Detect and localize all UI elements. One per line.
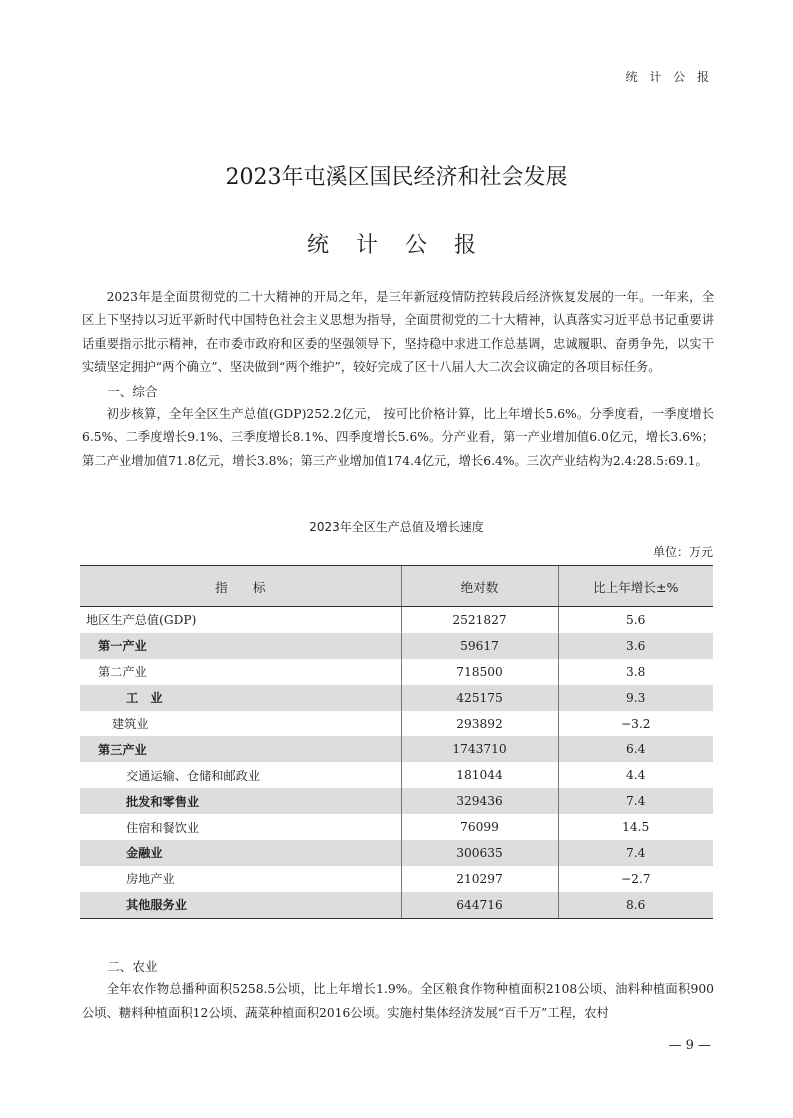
gdp-table	[80, 565, 713, 919]
row-label: 批发和零售业	[80, 788, 401, 814]
row-growth: 9.3	[558, 685, 713, 711]
table-row	[80, 788, 713, 814]
table-row	[80, 736, 713, 762]
table-row	[80, 866, 713, 892]
general-paragraph: 初步核算，全年全区生产总值(GDP)252.2亿元， 按可比价格计算，比上年增长5.6%。分季度看，一季度增长6.5%、二季度增长9.1%、三季度增长8.1%、四季度增长5.6%。分产业看，第一产业增加值6.0亿元，增长3.6%；第二产业增加值71.8亿元，增长3.8%；第三产业增加值174.4亿元，增长6.4%。三次产业结构为2.4:28.5:69.1。	[82, 407, 714, 468]
row-value: 1743710	[401, 736, 558, 762]
row-growth: 4.4	[558, 762, 713, 788]
row-value: 181044	[401, 762, 558, 788]
row-value: 425175	[401, 685, 558, 711]
document-subtitle: 统 计 公 报	[307, 233, 486, 258]
row-value: 76099	[401, 814, 558, 840]
row-label: 建筑业	[112, 717, 149, 731]
column-header-indicator: 指 标	[80, 566, 401, 607]
row-value: 644716	[401, 892, 558, 918]
column-header-growth: 比上年增长±%	[558, 566, 713, 607]
agriculture-section	[82, 955, 714, 1025]
row-value: 2521827	[401, 607, 558, 633]
row-growth: 7.4	[558, 788, 713, 814]
intro-paragraph: 2023年是全面贯彻党的二十大精神的开局之年，是三年新冠疫情防控转段后经济恢复发展的一年。一年来，全区上下坚持以习近平新时代中国特色社会主义思想为指导，全面贯彻党的二十大精神，认真落实习近平总书记重要讲话重要指示批示精神，在市委市政府和区委的坚强领导下，坚持稳中求进工作总基调，忠诚履职、奋勇争先，以实干实绩坚定拥护“两个确立”、坚决做到“两个维护”，较好完成了区十八届人大二次会议确定的各项目标任务。	[82, 290, 714, 375]
row-value: 210297	[401, 866, 558, 892]
row-label: 地区生产总值(GDP)	[86, 613, 197, 628]
row-growth: 6.4	[558, 736, 713, 762]
table-header-row	[80, 566, 713, 607]
row-label: 其他服务业	[80, 892, 401, 918]
table-row	[80, 814, 713, 840]
table-row	[80, 607, 713, 633]
agriculture-paragraph: 全年农作物总播种面积5258.5公顷，比上年增长1.9%。全区粮食作物种植面积2108公顷、油料种植面积900公顷、糖料种植面积12公顷、蔬菜种植面积2016公顷。实施村集体经济发展“百千万”工程，农村	[82, 982, 714, 1020]
row-label: 第一产业	[80, 633, 401, 659]
row-growth: −2.7	[558, 866, 713, 892]
row-label: 住宿和餐饮业	[126, 820, 200, 835]
table-row	[80, 659, 713, 685]
section-heading-agriculture: 二、农业	[107, 959, 158, 974]
document-title: 2023年屯溪区国民经济和社会发展	[225, 165, 568, 190]
row-label: 房地产业	[126, 872, 175, 887]
row-label: 交通运输、仓储和邮政业	[126, 768, 261, 783]
table-row	[80, 633, 713, 659]
row-label: 第三产业	[80, 736, 401, 762]
row-value: 293892	[401, 711, 558, 737]
row-growth: 3.6	[558, 633, 713, 659]
section-heading-general: 一、综合	[107, 383, 158, 399]
row-value: 329436	[401, 788, 558, 814]
row-growth: 8.6	[558, 892, 713, 918]
row-value: 718500	[401, 659, 558, 685]
intro-section	[82, 286, 714, 473]
row-growth: 7.4	[558, 840, 713, 866]
row-growth: −3.2	[558, 711, 713, 737]
row-label: 第二产业	[98, 665, 147, 680]
table-title: 2023年全区生产总值及增长速度	[309, 520, 484, 534]
table-unit: 单位：万元	[652, 545, 713, 559]
running-header: 统 计 公 报	[625, 70, 713, 84]
row-value: 300635	[401, 840, 558, 866]
table-row	[80, 685, 713, 711]
row-growth: 5.6	[558, 607, 713, 633]
row-growth: 3.8	[558, 659, 713, 685]
row-label: 工 业	[80, 685, 401, 711]
page-number: — 9 —	[668, 1038, 711, 1053]
table-row	[80, 711, 713, 737]
row-label: 金融业	[80, 840, 401, 866]
column-header-value: 绝对数	[401, 566, 558, 607]
table-row	[80, 762, 713, 788]
row-value: 59617	[401, 633, 558, 659]
table-row	[80, 840, 713, 866]
table-row	[80, 892, 713, 918]
row-growth: 14.5	[558, 814, 713, 840]
